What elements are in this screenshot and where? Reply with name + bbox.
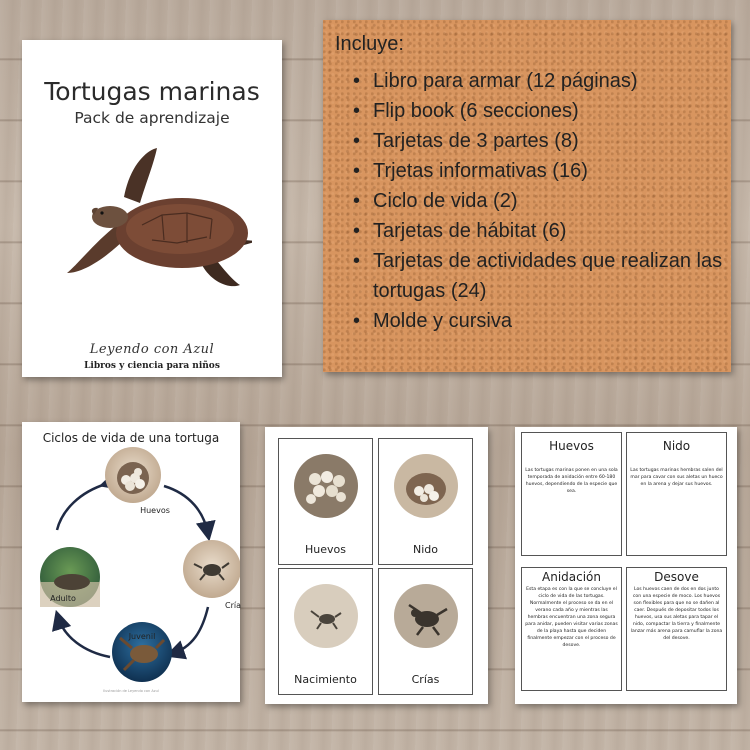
info-card-text: Las tortugas marinas ponen en una sola temporada de anidación entre 60-180 huevos, dependiendo de la especie que sea. bbox=[525, 468, 618, 494]
tile-eggs bbox=[278, 438, 373, 565]
juvenile-photo bbox=[112, 622, 172, 682]
lifecycle-card bbox=[22, 422, 240, 702]
info-card-title: Huevos bbox=[549, 439, 594, 453]
nest-icon bbox=[379, 439, 474, 529]
info-card-nest bbox=[626, 432, 727, 556]
list-item: • Tarjetas de 3 partes (8) bbox=[353, 126, 723, 156]
cover-page bbox=[22, 40, 282, 377]
list-item: • Flip book (6 secciones) bbox=[353, 96, 723, 126]
list-item: • Trjetas informativas (16) bbox=[353, 156, 723, 186]
includes-list bbox=[353, 66, 723, 336]
tile-label: Nacimiento bbox=[294, 673, 357, 686]
info-card-text: Los huevos caen de dos en dos junto con una especie de moco. Los huevos son flexibles para que no se dañen al caer. Después de depositar todos los huevos, usa sus aletas para tapar el nido, compactar la tierra y finalmente lanzar más arena para camuflar la zona del desove. bbox=[630, 587, 723, 641]
hatchling-photo bbox=[183, 540, 240, 598]
info-card-laying bbox=[626, 567, 727, 691]
lifecycle-diagram bbox=[22, 442, 240, 702]
includes-heading: Incluye: bbox=[335, 33, 404, 55]
tile-label: Crías bbox=[411, 673, 440, 686]
list-item: • Molde y cursiva bbox=[353, 306, 723, 336]
stage-label-adult: Adulto bbox=[50, 594, 76, 603]
three-part-cards bbox=[265, 427, 488, 704]
eggs-icon bbox=[279, 439, 374, 529]
list-item: • Libro para armar (12 páginas) bbox=[353, 66, 723, 96]
list-item: • Tarjetas de actividades que realizan las tortugas (24) bbox=[353, 246, 723, 306]
brand-name: Leyendo con Azul bbox=[89, 342, 215, 357]
stage-label-hatchling: Cría bbox=[225, 601, 241, 610]
list-item: • Tarjetas de hábitat (6) bbox=[353, 216, 723, 246]
cover-subtitle: Pack de aprendizaje bbox=[74, 109, 230, 127]
stage-label-juvenile: Juvenil bbox=[128, 632, 156, 641]
sea-turtle-icon bbox=[62, 145, 252, 295]
lifecycle-title: Ciclos de vida de una tortuga bbox=[42, 431, 220, 445]
info-card-title: Desove bbox=[654, 570, 699, 584]
info-card-title: Nido bbox=[662, 439, 691, 453]
info-card-title: Anidación bbox=[542, 570, 601, 584]
eggs-photo bbox=[105, 447, 161, 503]
info-card-eggs bbox=[521, 432, 622, 556]
cover-title: Tortugas marinas bbox=[44, 77, 260, 106]
lifecycle-footer: Ilustración de Leyendo con Azul bbox=[103, 689, 159, 693]
includes-board bbox=[323, 20, 731, 372]
tile-hatchlings bbox=[378, 568, 473, 695]
info-card-nesting bbox=[521, 567, 622, 691]
tile-label: Nido bbox=[413, 543, 438, 556]
info-cards bbox=[515, 427, 737, 704]
stage-label-eggs: Huevos bbox=[140, 506, 170, 515]
list-item: • Ciclo de vida (2) bbox=[353, 186, 723, 216]
brand-tagline: Libros y ciencia para niños bbox=[84, 361, 220, 371]
info-card-text: Esta etapa es con la que se concluye el ciclo de vida de las tortugas. Normalmente el proceso se da en el verano cada año y mientras las hembras encuentran una zona segura para anidar, pueden visitar varias zonas de la playa hasta que deciden finalmente empezar con el proceso de desove. bbox=[525, 587, 618, 648]
hatchlings-icon bbox=[379, 569, 474, 659]
info-card-text: Las tortugas marinas hembras salen del mar para cavar con sus aletas un hueco en la arena y dejar sus huevos. bbox=[630, 468, 723, 487]
tile-label: Huevos bbox=[305, 543, 346, 556]
tile-hatching bbox=[278, 568, 373, 695]
tile-nest bbox=[378, 438, 473, 565]
hatching-icon bbox=[279, 569, 374, 659]
